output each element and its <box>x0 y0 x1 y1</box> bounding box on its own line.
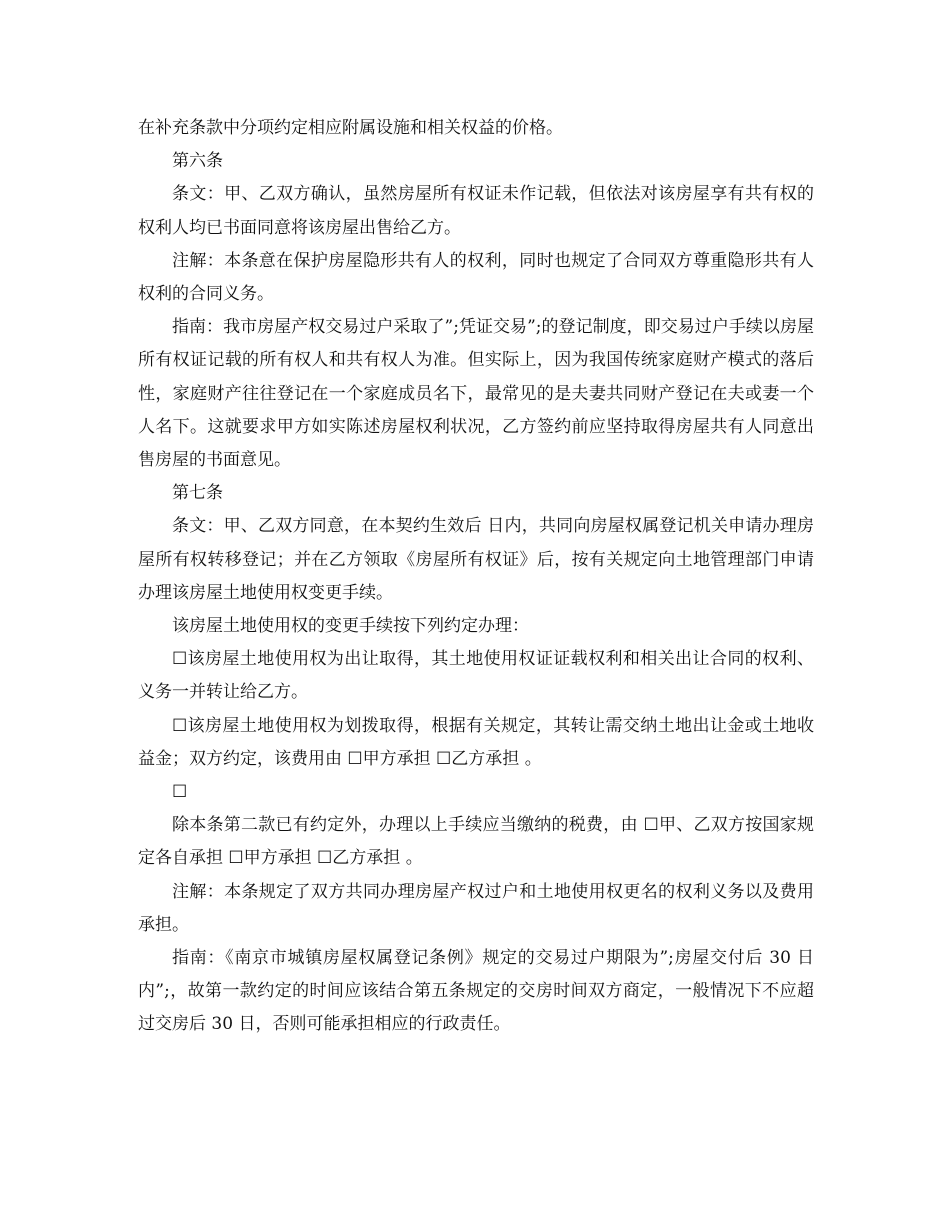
paragraph: 条文：甲、乙双方同意，在本契约生效后 日内，共同向房屋权属登记机关申请办理房屋所有权转移登记；并在乙方领取《房屋所有权证》后，按有关规定向土地管理部门申请办理该房屋土地使用权变更手续。 <box>138 516 814 603</box>
paragraph: 注解：本条意在保护房屋隐形共有人的权利，同时也规定了合同双方尊重隐形共有人权利的合同义务。 <box>138 250 814 305</box>
checkbox-option-paragraph: ☐该房屋土地使用权为划拨取得，根据有关规定，其转让需交纳土地出让金或土地收益金；双方约定，该费用由 ☐甲方承担 ☐乙方承担 。 <box>138 715 814 769</box>
document-body <box>138 112 814 1042</box>
checkbox-option-paragraph: ☐该房屋土地使用权为出让取得，其土地使用权证证载权利和相关出让合同的权利、义务一并转让给乙方。 <box>138 649 814 703</box>
article-heading: 第六条 <box>172 151 223 172</box>
paragraph: 指南：我市房屋产权交易过户采取了”;凭证交易”;的登记制度，即交易过户手续以房屋所有权证记载的所有权人和共有权人为准。但实际上，因为我国传统家庭财产模式的落后性，家庭财产往往登记在一个家庭成员名下，最常见的是夫妻共同财产登记在夫或妻一个人名下。这就要求甲方如实陈述房屋权利状况，乙方签约前应坚持取得房屋共有人同意出售房屋的书面意见。 <box>138 317 814 471</box>
paragraph: 在补充条款中分项约定相应附属设施和相关权益的价格。 <box>138 118 563 138</box>
paragraph: 该房屋土地使用权的变更手续按下列约定办理： <box>172 616 529 637</box>
checkbox-option-paragraph: ☐ <box>172 782 188 803</box>
paragraph: 条文：甲、乙双方确认，虽然房屋所有权证未作记载，但依法对该房屋享有共有权的权利人均已书面同意将该房屋出售给乙方。 <box>138 184 814 238</box>
paragraph: 指南：《南京市城镇房屋权属登记条例》规定的交易过户期限为”;房屋交付后 30 日内”;，故第一款约定的时间应该结合第五条规定的交房时间双方商定，一般情况下不应超过交房后 30 日，否则可能承担相应的行政责任。 <box>138 948 814 1035</box>
article-heading: 第七条 <box>172 483 223 504</box>
paragraph: 除本条第二款已有约定外，办理以上手续应当缴纳的税费，由 ☐甲、乙双方按国家规定各自承担 ☐甲方承担 ☐乙方承担 。 <box>138 815 814 869</box>
paragraph: 注解：本条规定了双方共同办理房屋产权过户和土地使用权更名的权利义务以及费用承担。 <box>138 881 814 935</box>
